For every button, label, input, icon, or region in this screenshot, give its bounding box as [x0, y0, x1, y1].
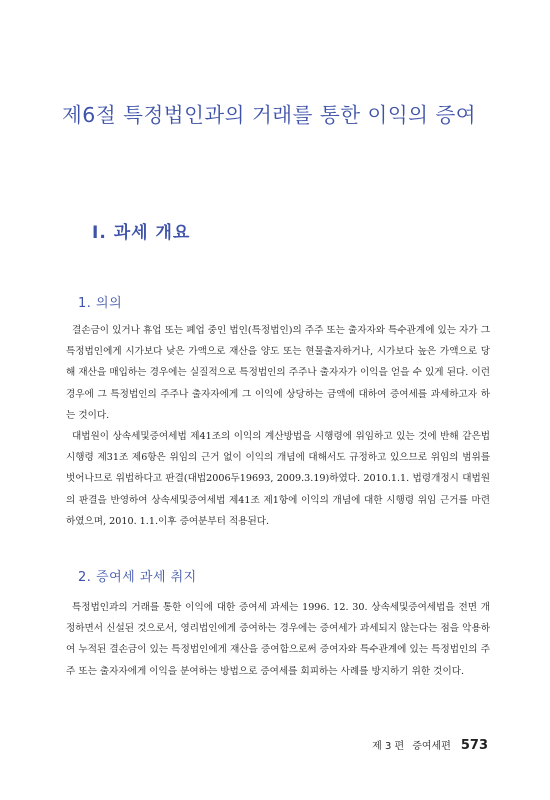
section-title: Ⅰ. 과세 개요: [92, 223, 191, 243]
subsection-body-purpose: [66, 597, 490, 682]
chapter-title: 제6절 특정법인과의 거래를 통한 이익의 증여: [62, 103, 477, 127]
subsection-body-meaning: [66, 320, 490, 532]
subsection-title-meaning: 1. 의의: [78, 296, 123, 311]
page-footer: [372, 737, 488, 753]
footer-title: 증여세편: [412, 741, 451, 752]
footer-part: 제 3 편: [372, 741, 405, 752]
paragraph: 결손금이 있거나 휴업 또는 폐업 중인 법인(특정법인)의 주주 또는 출자자와 특수관계에 있는 자가 그 특정법인에게 시가보다 낮은 가액으로 재산을 양도 또는 현물출자하거나, 시가보다 높은 가액으로 당해 재산을 매입하는 경우에는 실질적으로 특정법인의 주주나 출자자가 이익을 얻을 수 있게 된다. 이런 경우에 그 특정법인의 주주나 출자자에게 그 이익에 상당하는 금액에 대하여 증여세를 과세하고자 하는 것이다.: [66, 325, 490, 421]
subsection-title-purpose: 2. 증여세 과세 취지: [78, 570, 197, 585]
paragraph: 대법원이 상속세및증여세법 제41조의 이익의 계산방법을 시행령에 위임하고 있는 것에 반해 같은법 시행령 제31조 제6항은 위임의 근거 없이 이익의 개념에 대해서도 규정하고 있으므로 위임의 범위를 벗어나므로 위법하다고 판결(대법2006두19693, 2009.3.19)하였다. 2010.1.1. 법령개정시 대법원의 판결을 반영하여 상속세및증여세법 제41조 제1항에 이익의 개념에 대한 시행령 위임 근거를 마련하였으며, 2010. 1.1.이후 증여분부터 적용된다.: [66, 431, 490, 527]
paragraph: 특정법인과의 거래를 통한 이익에 대한 증여세 과세는 1996. 12. 30. 상속세및증여세법을 전면 개정하면서 신설된 것으로서, 영리법인에게 증여하는 경우에는 증여세가 과세되지 않는다는 점을 악용하여 누적된 결손금이 있는 특정법인에게 재산을 증여함으로써 증여자와 특수관계에 있는 특정법인의 주주 또는 출자자에게 이익을 분여하는 방법으로 증여세를 회피하는 사례를 방지하기 위한 것이다.: [66, 602, 490, 677]
page-number: 573: [460, 738, 488, 753]
